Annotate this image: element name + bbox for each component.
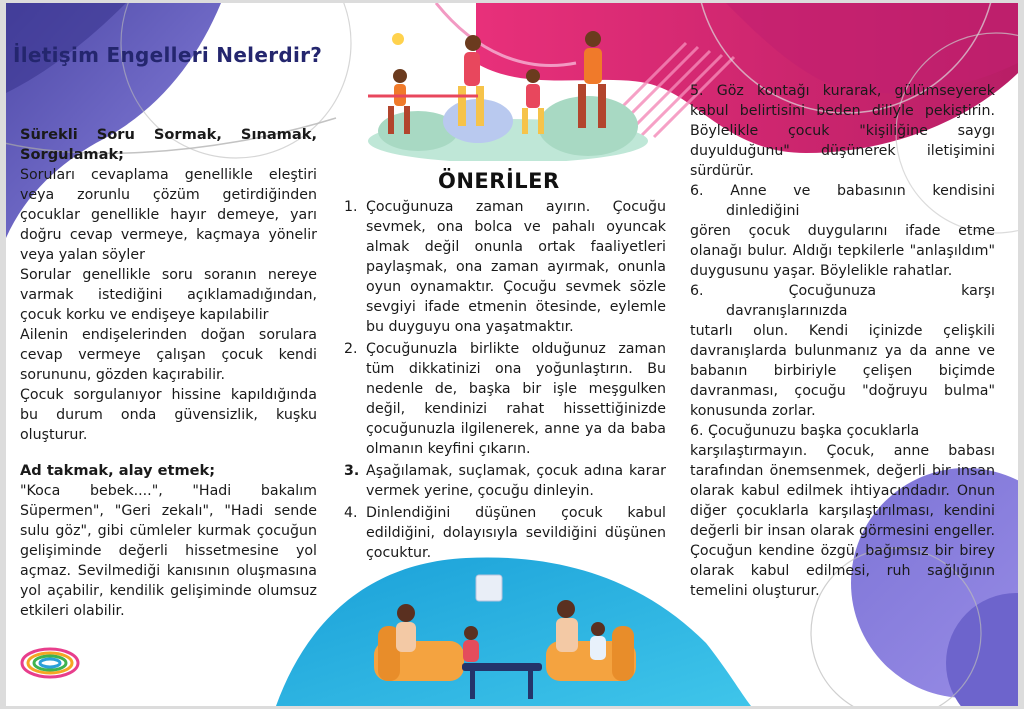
paragraph: "Koca bebek....", "Hadi bakalım Süpermen", "Geri zekalı", "Hadi sende sulu göz", gibi cümleler kurmak çocuğun gelişiminde değerli hissetmesine yol açmaz. Sevilmediği kanısının oluşmasına yol açabilir, kendilik gelişiminde olumsuz etkileri olabilir. bbox=[20, 483, 317, 619]
paragraph-item-6a-head: 6. Anne ve babasının kendisini bbox=[690, 183, 995, 199]
right-column bbox=[690, 81, 995, 601]
paragraph: Ailenin endişelerinden doğan sorulara cevap vermeye çalışan çocuk kendi sorununu, gözden kaçırabilir. bbox=[20, 327, 317, 383]
list-item: 2. Çocuğunuzla birlikte olduğunuz zaman tüm dikkatinizi ona yoğunlaştırın. Bu nedenle de, başka bir işle meşgulken değil, kendinizi rahat hissettiğinizde çocuğunuzla ilgilenerek, anne ya da baba olmanın keyfini çıkarın. bbox=[344, 341, 666, 457]
suggestions-heading: ÖNERİLER bbox=[438, 169, 560, 193]
family-living-room-illustration bbox=[366, 571, 646, 706]
paragraph-item-5: 5. Göz kontağı kurarak, gülümseyerek kabul belirtisini beden diliyle pekiştirin. Böylelikle çocuk "kişiliğine saygı duyulduğunu" düşünerek iletişimini sürdürür. bbox=[690, 83, 995, 179]
list-item: 4. Dinlendiğini düşünen çocuk kabul edildiğini, dolayısıyla sevildiğini düşünen çocuktur. bbox=[344, 505, 666, 561]
paragraph-item-6b-indent: davranışlarınızda bbox=[726, 303, 848, 319]
list-item: 3. Aşağılamak, suçlamak, çocuk adına karar vermek yerine, çocuğu dinleyin. bbox=[344, 463, 666, 499]
paragraph: Sorular genellikle soru soranın nereye varmak istediğini açıklamadığından, çocuk korku ve endişeye kapılabilir bbox=[20, 267, 317, 323]
paragraph: Soruları cevaplama genellikle eleştiri veya zorunlu çözüm getirdiğinden çocuklar genellikle hayır demeye, yarı doğru cevap vermeye, kaçmaya yönelir veya yalan söyler bbox=[20, 167, 317, 263]
suggestions-list bbox=[340, 197, 666, 565]
paragraph-item-6a-indent: dinlediğini bbox=[726, 203, 800, 219]
paragraph-item-6b: tutarlı olun. Kendi içinizde çelişkili davranışlarda bulunmanız ya da anne ve babanın birbiriyle çelişen biçimde davranması, çocuğu "doğruyu bulma" konusunda zorlar. bbox=[690, 323, 995, 419]
paragraph-item-6b-head: 6. Çocuğunuza karşı bbox=[690, 283, 995, 299]
paragraph: Çocuk sorgulanıyor hissine kapıldığında bu durum onda güvensizlik, kuşku oluşturur. bbox=[20, 387, 317, 443]
page-title: İletişim Engelleri Nelerdir? bbox=[13, 43, 323, 67]
section-heading-name-calling: Ad takmak, alay etmek; bbox=[20, 462, 216, 479]
paragraph-item-6c: karşılaştırmayın. Çocuk, anne babası tarafından önemsenmek, değerli bir insan olarak kabul edilmek ihtiyacındadır. Onun diğer çocuklarla karşılaştırılması, kendini değerli bir insan olarak görmesini engeller. Çocuğun kendine özgü, bağımsız bir birey olarak kabul edilmesi, ruh sağlığının temelini oluşturur. bbox=[690, 443, 995, 599]
list-item: 1. Çocuğunuza zaman ayırın. Çocuğu sevmek, ona bolca ve pahalı oyuncak almak değil onunla ortak faaliyetleri paylaşmak, ona zaman ayırmak, onunla oyun oynamaktır. Çocuğu sevmek sözle sevgiyi ifade etmenin ötesinde, eylemle bu duyguyu ona yaşatmaktır. bbox=[344, 199, 666, 335]
left-column bbox=[20, 125, 317, 621]
paragraph-item-6a: gören çocuk duygularını ifade etme olanağı bulur. Aldığı tepkilerle "anlaşıldım" duygusunu yaşar. Böylelikle rahatlar. bbox=[690, 223, 995, 279]
paragraph-item-6c-head: 6. Çocuğunuzu başka çocuklarla bbox=[690, 423, 920, 439]
brochure-page bbox=[6, 3, 1018, 706]
rainbow-logo-icon bbox=[18, 643, 82, 683]
running-family-illustration bbox=[358, 21, 658, 161]
section-heading-questioning: Sürekli Soru Sormak, Sınamak, Sorgulamak; bbox=[20, 126, 317, 163]
